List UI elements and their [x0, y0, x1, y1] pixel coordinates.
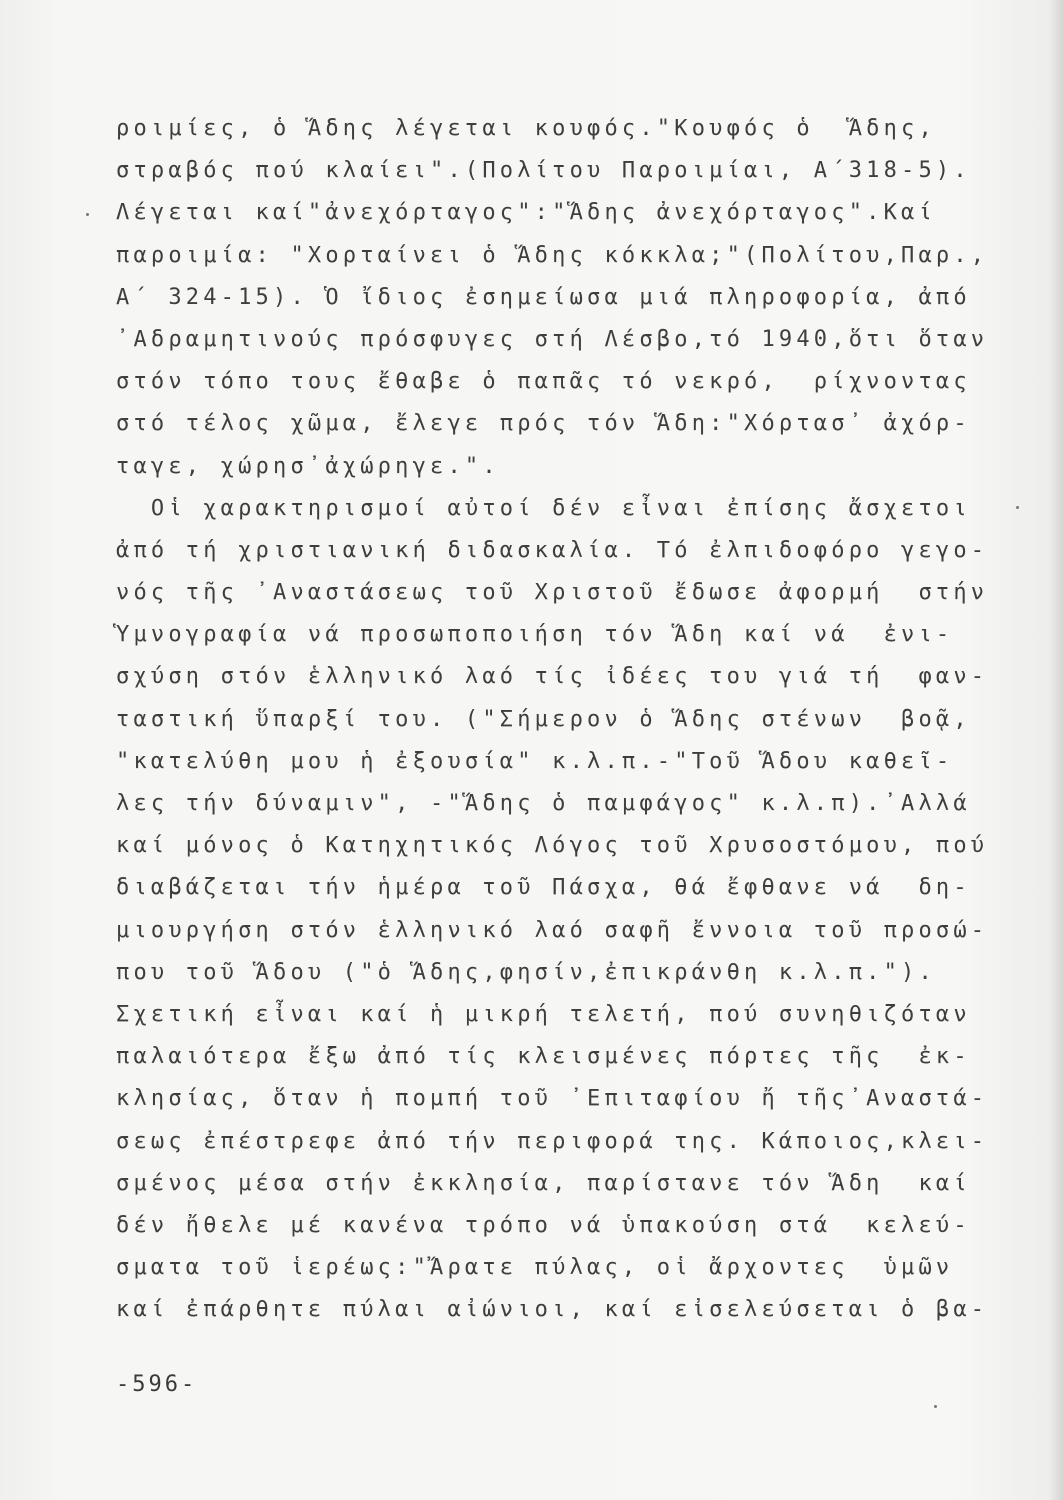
text-line: Σχετική εἶναι καί ἡ μικρή τελετή, πού συνηθιζόταν: [116, 1001, 971, 1027]
page-edge-shadow: [1049, 0, 1063, 1500]
text-line: Λέγεται καί"ἀνεχόρταγος":"Ἅδης ἀνεχόρταγος".Καί: [116, 200, 936, 226]
text-line: στραβός πού κλαίει".(Πολίτου Παροιμίαι, Α΄318-5).: [116, 158, 971, 184]
margin-speck: [1016, 506, 1019, 509]
text-line: ταγε, χώρησ᾿ἀχώρηγε.".: [116, 453, 500, 479]
text-line: στό τέλος χῶμα, ἔλεγε πρός τόν Ἅδη:"Χόρτασ᾿ ἀχόρ-: [116, 411, 971, 437]
text-line: ταστική ὕπαρξί του. ("Σήμερον ὁ Ἅδης στένων βοᾷ,: [116, 706, 971, 732]
text-line: σματα τοῦ ἱερέως:"Ἄρατε πύλας, οἱ ἄρχοντες ὑμῶν: [116, 1255, 954, 1281]
text-line: Α΄ 324-15). Ὁ ἴδιος ἐσημείωσα μιά πληροφορία, ἀπό: [116, 284, 971, 310]
text-line: δέν ἤθελε μέ κανένα τρόπο νά ὑπακούση στά κελεύ-: [116, 1212, 971, 1238]
text-line: λες τήν δύναμιν", -"Ἅδης ὁ παμφάγος" κ.λ.π).᾿Αλλά: [116, 791, 971, 816]
margin-speck: [934, 1405, 937, 1408]
text-line: σμένος μέσα στήν ἐκκλησία, παρίστανε τόν Ἅδη καί: [116, 1170, 971, 1196]
text-line: ροιμίες, ὁ Ἅδης λέγεται κουφός."Κουφός ὁ Ἅδης,: [116, 116, 936, 141]
text-line: σχύση στόν ἑλληνικό λαό τίς ἰδέες του γιά τή φαν-: [116, 664, 989, 690]
text-line: που τοῦ Ἅδου ("ὁ Ἅδης,φησίν,ἐπικράνθη κ.λ.π.").: [116, 959, 936, 985]
text-line: "κατελύθη μου ἡ ἐξουσία" κ.λ.π.-"Τοῦ Ἅδου καθεῖ-: [116, 748, 954, 774]
text-line: Ὑμνογραφία νά προσωποποιήση τόν Ἅδη καί νά ἐνι-: [116, 622, 954, 648]
text-line: διαβάζεται τήν ἡμέρα τοῦ Πάσχα, θά ἔφθανε νά δη-: [116, 875, 971, 901]
text-line: ᾿Αδραμητινούς πρόσφυγες στή Λέσβο,τό 1940,ὅτι ὅταν: [116, 326, 989, 352]
text-line: σεως ἐπέστρεφε ἀπό τήν περιφορά της. Κάποιος,κλει-: [116, 1128, 989, 1154]
text-line: Οἱ χαρακτηρισμοί αὐτοί δέν εἶναι ἐπίσης ἄσχετοι: [116, 495, 971, 521]
text-line: στόν τόπο τους ἔθαβε ὁ παπᾶς τό νεκρό, ρίχνοντας: [116, 369, 971, 395]
margin-speck: [86, 213, 89, 216]
text-line: παλαιότερα ἔξω ἀπό τίς κλεισμένες πόρτες τῆς ἐκ-: [116, 1044, 971, 1070]
body-text: [116, 108, 996, 1331]
text-line: παροιμία: "Χορταίνει ὁ Ἅδης κόκκλα;"(Πολίτου,Παρ.,: [116, 242, 989, 268]
text-line: καί ἐπάρθητε πύλαι αἰώνιοι, καί εἰσελεύσεται ὁ βα-: [116, 1297, 989, 1323]
text-line: μιουργήση στόν ἑλληνικό λαό σαφῆ ἔννοια τοῦ προσώ-: [116, 917, 989, 943]
text-line: ἀπό τή χριστιανική διδασκαλία. Τό ἐλπιδοφόρο γεγο-: [116, 537, 989, 563]
text-line: νός τῆς ᾿Αναστάσεως τοῦ Χριστοῦ ἔδωσε ἀφορμή στήν: [116, 580, 989, 606]
text-line: κλησίας, ὅταν ἡ πομπή τοῦ ᾿Επιταφίου ἤ τῆς᾿Αναστά-: [116, 1086, 989, 1112]
page-number: -596-: [116, 1372, 198, 1397]
text-line: καί μόνος ὁ Κατηχητικός Λόγος τοῦ Χρυσοστόμου, πού: [116, 833, 989, 859]
